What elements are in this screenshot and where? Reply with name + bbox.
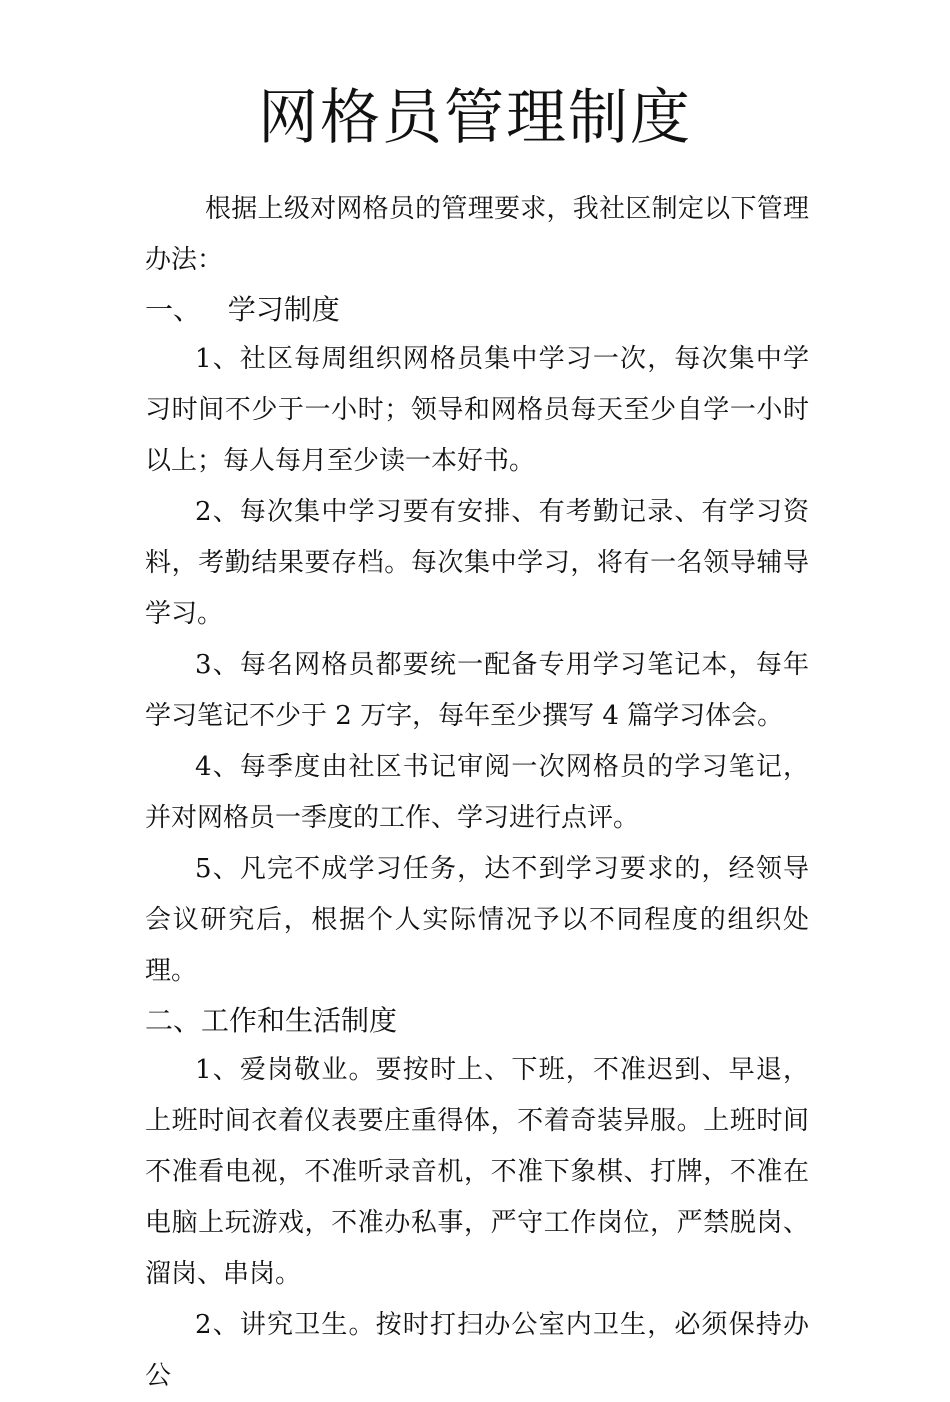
work-rule-2: 2、讲究卫生。按时打扫办公室内卫生，必须保持办公 xyxy=(145,1310,809,1391)
work-rule-1: 1、爱岗敬业。要按时上、下班，不准迟到、早退，上班时间衣着仪表要庄重得体，不着奇装异服。上班时间不准看电视，不准听录音机，不准下象棋、打牌，不准在电脑上玩游戏，不准办私事，严守工作岗位，严禁脱岗、溜岗、串岗。 xyxy=(145,1055,809,1289)
study-rule-1: 1、社区每周组织网格员集中学习一次，每次集中学习时间不少于一小时；领导和网格员每天至少自学一小时以上；每人每月至少读一本好书。 xyxy=(145,344,809,476)
study-rule-5: 5、凡完不成学习任务，达不到学习要求的，经领导会议研究后，根据个人实际情况予以不同程度的组织处理。 xyxy=(145,854,809,986)
study-rule-2: 2、每次集中学习要有安排、有考勤记录、有学习资料，考勤结果要存档。每次集中学习，将有一名领导辅导学习。 xyxy=(145,497,809,629)
intro-paragraph: 根据上级对网格员的管理要求，我社区制定以下管理办法： xyxy=(145,194,809,275)
document-body xyxy=(145,184,809,1402)
document-title: 网格员管理制度 xyxy=(258,83,692,153)
study-rule-3: 3、每名网格员都要统一配备专用学习笔记本，每年学习笔记不少于 2 万字，每年至少撰写 4 篇学习体会。 xyxy=(145,650,809,731)
section-heading-study: 一、 学习制度 xyxy=(145,293,340,326)
study-rule-4: 4、每季度由社区书记审阅一次网格员的学习笔记，并对网格员一季度的工作、学习进行点评。 xyxy=(145,752,809,833)
section-heading-work-life: 二、工作和生活制度 xyxy=(145,1004,398,1037)
